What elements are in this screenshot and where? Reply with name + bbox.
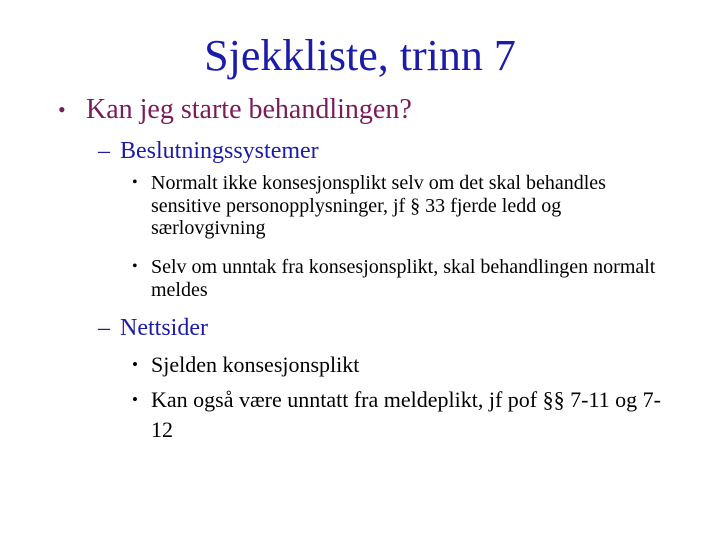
section-heading-text: Beslutningssystemer [120,138,319,164]
list-item-text: Selv om unntak fra konsesjonsplikt, skal behandlingen normalt meldes [151,256,656,301]
bullet-icon: • [58,97,66,122]
bullet-icon: • [132,355,138,374]
bullet-icon: • [132,258,138,275]
list-item-text: Kan også være unntatt fra meldeplikt, jf pof §§ 7-11 og 7-12 [151,387,661,442]
list-item [132,172,672,240]
slide-title: Sjekkliste, trinn 7 [204,31,516,80]
dash-icon: – [98,315,110,341]
bullet-icon: • [132,174,138,191]
list-item-text: Sjelden konsesjonsplikt [151,352,360,377]
list-item [132,256,672,301]
list-item [132,350,672,380]
list-item [132,385,672,445]
bullet-icon: • [132,390,138,409]
section-heading-text: Nettsider [120,315,208,341]
level1-text: Kan jeg starte behandlingen? [86,94,412,125]
list-item-text: Normalt ikke konsesjonsplikt selv om det skal behandles sensitive personopplysninger, jf § 33 fjerde ledd og særlovgivning [151,172,606,239]
dash-icon: – [98,138,110,164]
